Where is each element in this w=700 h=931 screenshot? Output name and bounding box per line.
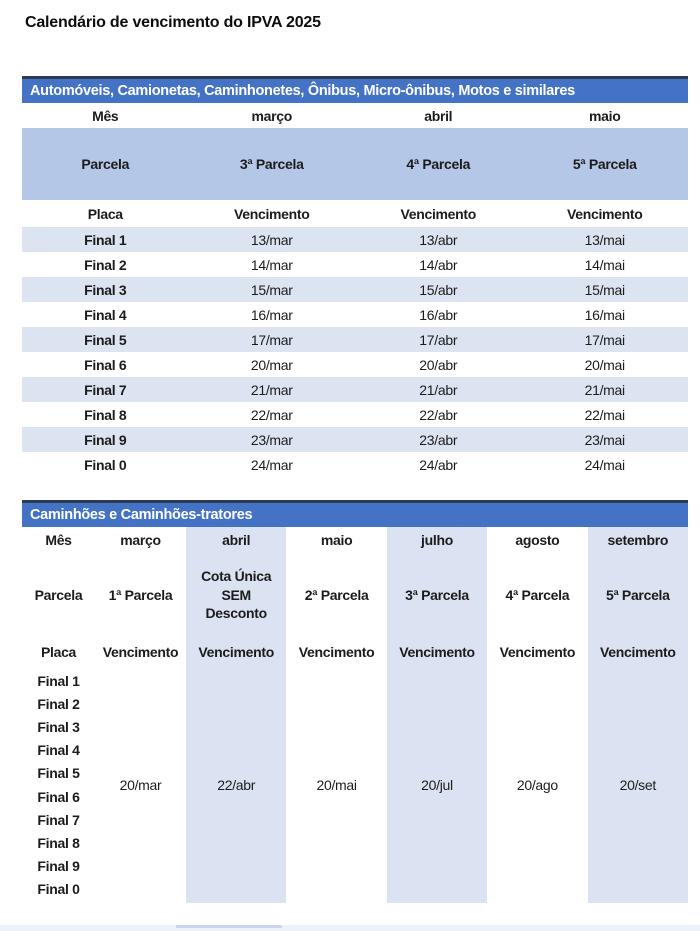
- parcela-header-row: [22, 552, 688, 638]
- date-cell: 13/mar: [250, 231, 293, 248]
- date-cell: 15/mai: [584, 281, 625, 298]
- placa-column: [22, 666, 95, 903]
- month-cell: abril: [424, 107, 453, 124]
- date-cell: 16/abr: [419, 306, 458, 323]
- date-cell: 20/mai: [584, 356, 625, 373]
- placa-cell: Final 1: [84, 231, 127, 248]
- vencimento-label: Vencimento: [233, 205, 310, 222]
- date-cell: 21/mar: [250, 381, 293, 398]
- placa-cell: Final 0: [37, 881, 80, 898]
- placa-cell: Final 4: [84, 306, 127, 323]
- parcela-cell: 5ª Parcela: [588, 552, 688, 638]
- date-cell: 15/mar: [250, 281, 293, 298]
- table-row: [22, 452, 688, 477]
- month-cell: abril: [186, 527, 286, 552]
- cut-off-next-table-edge: [0, 925, 700, 931]
- table-row: [22, 227, 688, 252]
- placa-cell: Final 2: [37, 695, 80, 712]
- date-cell: 24/abr: [419, 456, 458, 473]
- placa-cell: Final 0: [84, 456, 127, 473]
- parcela-cell: [186, 552, 286, 638]
- cut-off-next-table-edge-segment: [176, 925, 282, 928]
- placa-cell: Final 3: [84, 281, 127, 298]
- parcela-cell: 2ª Parcela: [304, 587, 369, 603]
- parcela-cell: 3ª Parcela: [387, 552, 487, 638]
- placa-cell: Final 1: [37, 672, 80, 689]
- date-cell: 17/mar: [250, 331, 293, 348]
- placa-header-row: [22, 638, 688, 666]
- merged-date-cell: 20/mai: [316, 776, 357, 793]
- placa-cell: Final 7: [84, 381, 127, 398]
- table-row: [22, 377, 688, 402]
- month-cell: maio: [589, 107, 621, 124]
- date-cell: 22/mai: [584, 406, 625, 423]
- placa-cell: Final 6: [84, 356, 127, 373]
- vencimento-label: Vencimento: [400, 205, 477, 222]
- parcela-label: Parcela: [34, 587, 83, 603]
- parcela-cell: 5ª Parcela: [572, 156, 637, 172]
- date-cell: 24/mai: [584, 456, 625, 473]
- date-cell: 22/mar: [250, 406, 293, 423]
- parcela-cell-text: Cota Única SEM Desconto: [201, 567, 272, 622]
- table-row: [22, 427, 688, 452]
- parcela-cell: 4ª Parcela: [406, 156, 471, 172]
- trucks-table-header: Caminhões e Caminhões-tratores: [22, 503, 688, 527]
- merged-date-cell: 20/mar: [119, 776, 162, 793]
- table-row: [22, 302, 688, 327]
- placa-cell: Final 3: [37, 718, 80, 735]
- date-cell: 15/abr: [419, 281, 458, 298]
- placa-cell: Final 9: [84, 431, 127, 448]
- table-row: [22, 352, 688, 377]
- vehicles-table-header: Automóveis, Camionetas, Caminhonetes, Ônibus, Micro-ônibus, Motos e similares: [22, 79, 688, 103]
- vencimento-label: Vencimento: [387, 638, 487, 666]
- date-cell: 14/mai: [584, 256, 625, 273]
- date-cell: 23/mai: [584, 431, 625, 448]
- placa-cell: Final 2: [84, 256, 127, 273]
- table-row: [22, 327, 688, 352]
- vencimento-label: Vencimento: [566, 205, 643, 222]
- vencimento-label: Vencimento: [499, 644, 576, 660]
- date-cell: 22/abr: [419, 406, 458, 423]
- date-cell: 14/abr: [419, 256, 458, 273]
- mes-label: Mês: [92, 107, 119, 124]
- merged-date-cell: 20/set: [588, 666, 688, 903]
- placa-cell: Final 4: [37, 742, 80, 759]
- parcela-cell: 4ª Parcela: [505, 587, 570, 603]
- date-cell: 20/abr: [419, 356, 458, 373]
- date-cell: 16/mar: [250, 306, 293, 323]
- date-cell: 17/abr: [419, 331, 458, 348]
- date-cell: 20/mar: [250, 356, 293, 373]
- date-cell: 21/abr: [419, 381, 458, 398]
- month-cell: março: [251, 107, 293, 124]
- vencimento-label: Vencimento: [298, 644, 375, 660]
- table-row: [22, 277, 688, 302]
- month-cell: julho: [387, 527, 487, 552]
- parcela-label: Parcela: [81, 156, 130, 172]
- date-cell: 23/abr: [419, 431, 458, 448]
- placa-cell: Final 5: [37, 765, 80, 782]
- month-cell: maio: [320, 531, 353, 548]
- month-cell: março: [120, 531, 161, 548]
- vehicles-table: [22, 76, 688, 477]
- table-row: [22, 252, 688, 277]
- placa-cell: Final 7: [37, 811, 80, 828]
- trucks-table: [22, 500, 688, 903]
- placa-cell: Final 8: [84, 406, 127, 423]
- placa-cell: Final 5: [84, 331, 127, 348]
- trucks-table-body: [22, 666, 688, 903]
- table-row: [22, 402, 688, 427]
- month-cell: agosto: [515, 531, 560, 548]
- parcela-header-row: [22, 128, 688, 200]
- date-cell: 16/mai: [584, 306, 625, 323]
- date-cell: 13/mai: [584, 231, 625, 248]
- date-cell: 24/mar: [250, 456, 293, 473]
- parcela-cell: 1ª Parcela: [108, 587, 173, 603]
- placa-cell: Final 8: [37, 834, 80, 851]
- date-cell: 23/mar: [250, 431, 293, 448]
- merged-date-cell: 20/ago: [516, 776, 558, 793]
- date-cell: 13/abr: [419, 231, 458, 248]
- mes-label: Mês: [45, 531, 72, 548]
- date-cell: 17/mai: [584, 331, 625, 348]
- parcela-cell: 3ª Parcela: [239, 156, 304, 172]
- date-cell: 14/mar: [250, 256, 293, 273]
- vencimento-label: Vencimento: [588, 638, 688, 666]
- merged-date-cell: 22/abr: [186, 666, 286, 903]
- page-title: Calendário de vencimento do IPVA 2025: [25, 14, 321, 31]
- vencimento-label: Vencimento: [186, 638, 286, 666]
- merged-date-cell: 20/jul: [387, 666, 487, 903]
- month-cell: setembro: [588, 527, 688, 552]
- month-header-row: [22, 103, 688, 128]
- date-cell: 21/mai: [584, 381, 625, 398]
- placa-label: Placa: [40, 644, 77, 660]
- placa-cell: Final 6: [37, 788, 80, 805]
- placa-label: Placa: [87, 205, 123, 222]
- placa-cell: Final 9: [37, 858, 80, 875]
- month-header-row: [22, 527, 688, 552]
- vencimento-label: Vencimento: [102, 644, 179, 660]
- placa-header-row: [22, 200, 688, 227]
